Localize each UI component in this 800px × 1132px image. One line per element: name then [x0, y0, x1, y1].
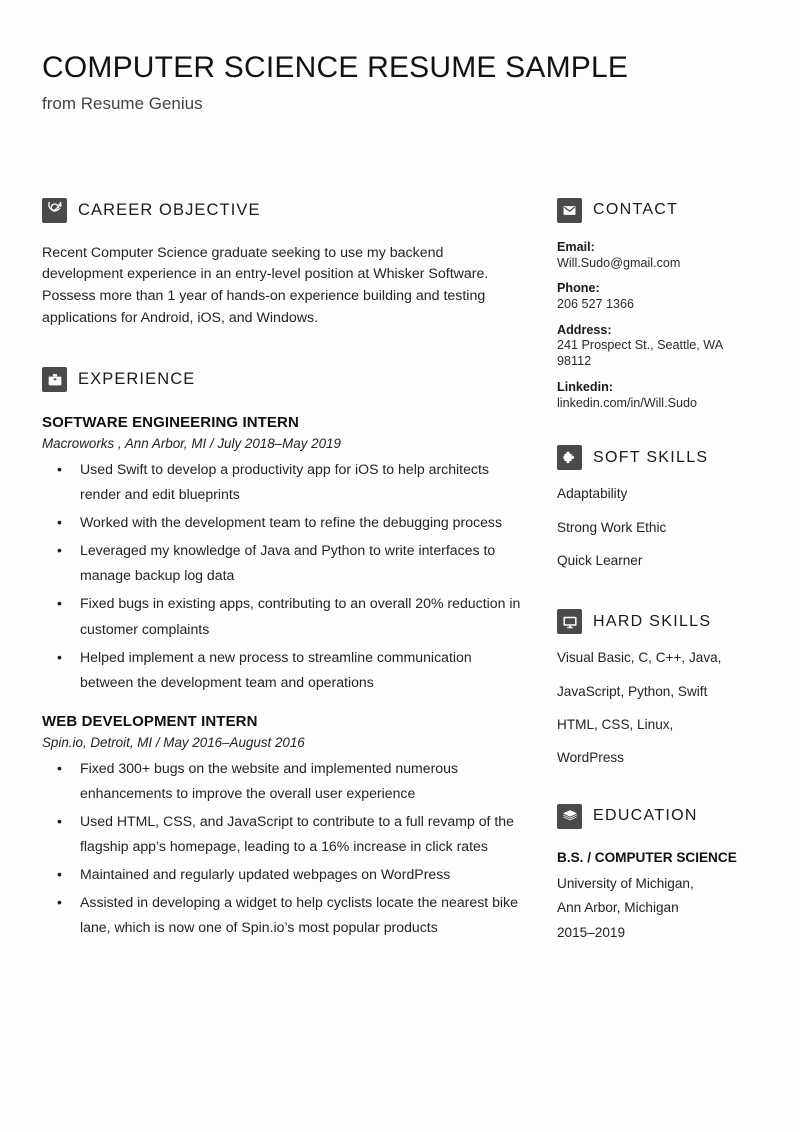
section-career-objective-header: [42, 198, 524, 223]
contact-value[interactable]: Will.Sudo@gmail.com: [557, 255, 681, 270]
section-title: HARD SKILLS: [593, 612, 712, 630]
section-education-header: [557, 804, 772, 829]
job-title: WEB DEVELOPMENT INTERN: [42, 712, 258, 730]
list-item: WordPress: [557, 750, 624, 766]
contact-entry: [557, 323, 772, 370]
list-item: • Maintained and regularly updated webpages on WordPress: [78, 862, 524, 887]
section-title: EDUCATION: [593, 807, 698, 825]
page-subtitle: from Resume Genius: [42, 94, 203, 114]
page-header: [0, 0, 800, 115]
section-title: SOFT SKILLS: [593, 448, 709, 466]
contact-value[interactable]: 206 527 1366: [557, 296, 635, 311]
job-meta: Spin.io, Detroit, MI / May 2016–August 2016: [42, 734, 305, 750]
list-item: Adaptability: [557, 486, 628, 502]
contact-value: 241 Prospect St., Seattle, WA 98112: [557, 338, 723, 369]
experience-entry: [42, 713, 524, 941]
contact-entry: [557, 240, 772, 271]
spacer: [557, 784, 772, 804]
target-icon: [42, 198, 67, 223]
list-item: • Used HTML, CSS, and JavaScript to contribute to a full revamp of the flagship app’s homepage, leading to a 16% increase in click rates: [78, 809, 524, 859]
contact-label: Phone:: [557, 281, 600, 296]
contact-label: Linkedin:: [557, 379, 613, 394]
education-entry: [557, 849, 772, 945]
list-item: • Fixed 300+ bugs on the website and implemented numerous enhancements to improve the overall user experience: [78, 756, 524, 806]
main-column: [42, 198, 532, 944]
page-title: COMPUTER SCIENCE RESUME SAMPLE: [42, 51, 629, 84]
hard-skills-list: [557, 650, 772, 766]
list-item: • Helped implement a new process to streamline communication between the development team and operations: [78, 645, 524, 695]
spacer: [42, 329, 524, 367]
list-item: • Assisted in developing a widget to help cyclists locate the nearest bike lane, which is now one of Spin.io’s most popular products: [78, 890, 524, 940]
job-bullet-list: [42, 756, 524, 941]
section-title: EXPERIENCE: [78, 370, 196, 389]
section-experience-header: [42, 367, 524, 392]
contact-label: Email:: [557, 239, 595, 254]
job-meta: Macroworks , Ann Arbor, MI / July 2018–May 2019: [42, 436, 341, 452]
contact-value[interactable]: linkedin.com/in/Will.Sudo: [557, 395, 697, 410]
sidebar-column: [532, 198, 772, 945]
briefcase-icon: [42, 367, 67, 392]
list-item: • Used Swift to develop a productivity app for iOS to help architects render and edit blueprints: [78, 457, 524, 507]
list-item: • Worked with the development team to refine the debugging process: [78, 510, 524, 535]
list-item: Strong Work Ethic: [557, 519, 667, 535]
section-contact-header: [557, 198, 772, 223]
soft-skills-list: [557, 486, 772, 569]
resume-body: [0, 198, 800, 945]
list-item: HTML, CSS, Linux,: [557, 716, 674, 732]
job-bullet-list: [42, 457, 524, 695]
spacer: [557, 586, 772, 609]
contact-entry: [557, 380, 772, 411]
list-item: Visual Basic, C, C++, Java,: [557, 650, 722, 666]
education-location: Ann Arbor, Michigan: [557, 900, 679, 916]
section-soft-skills-header: [557, 445, 772, 470]
list-item: Quick Learner: [557, 553, 643, 569]
list-item: JavaScript, Python, Swift: [557, 683, 708, 699]
contact-label: Address:: [557, 322, 612, 337]
section-title: CAREER OBJECTIVE: [78, 201, 261, 220]
contact-entry: [557, 281, 772, 312]
education-school: University of Michigan,: [557, 876, 694, 892]
spacer: [557, 421, 772, 445]
contact-list: [557, 240, 772, 412]
section-title: CONTACT: [593, 201, 679, 219]
list-item: • Leveraged my knowledge of Java and Python to write interfaces to manage backup log data: [78, 538, 524, 588]
monitor-icon: [557, 609, 582, 634]
education-degree: B.S. / COMPUTER SCIENCE: [557, 849, 737, 865]
job-title: SOFTWARE ENGINEERING INTERN: [42, 414, 299, 432]
puzzle-piece-icon: [557, 445, 582, 470]
education-dates: 2015–2019: [557, 924, 626, 940]
list-item: • Fixed bugs in existing apps, contributing to an overall 20% reduction in customer complaints: [78, 591, 524, 641]
graduation-cap-icon: [557, 804, 582, 829]
career-objective-text: Recent Computer Science graduate seeking to use my backend development experience in an entry-level position at Whisker Software. Possess more than 1 year of hands-on experience building and testing applications for Android, iOS, and Windows.: [42, 244, 489, 326]
experience-entry: [42, 414, 524, 695]
section-hard-skills-header: [557, 609, 772, 634]
envelope-icon: [557, 198, 582, 223]
